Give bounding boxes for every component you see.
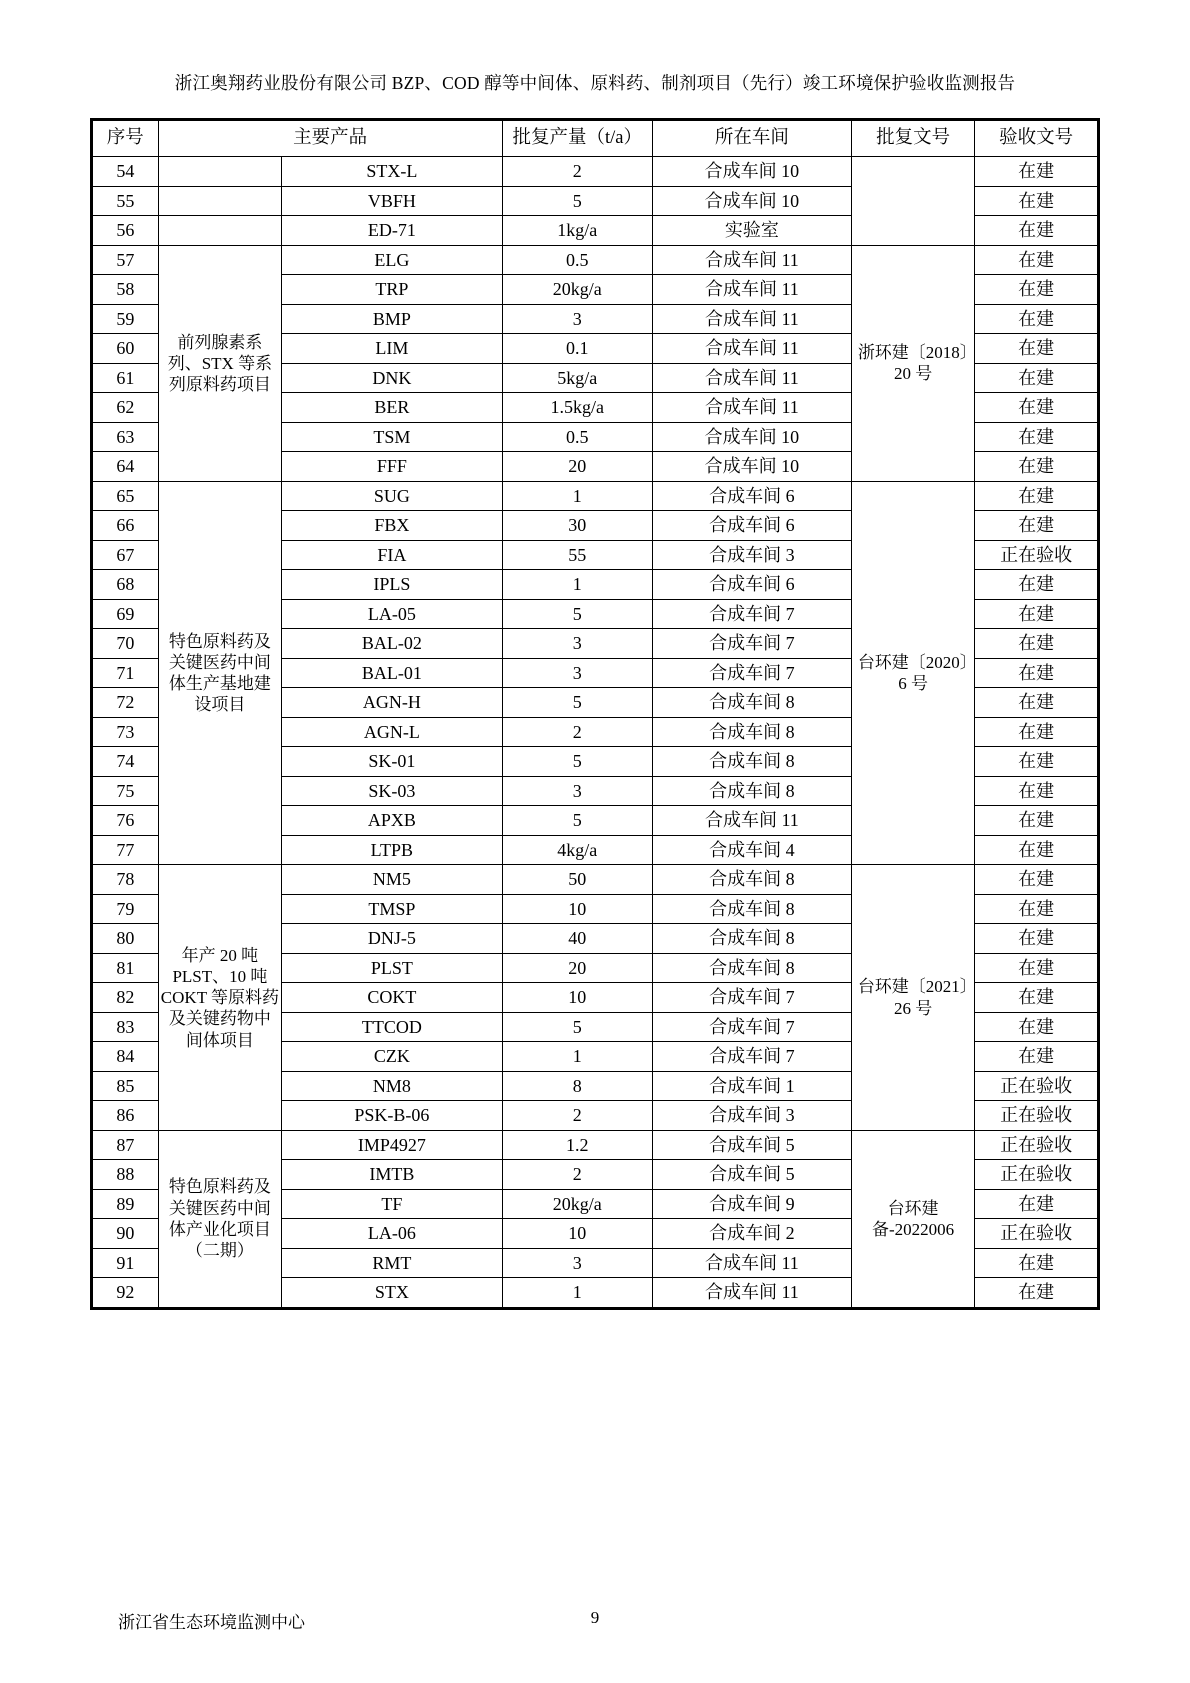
cell-no: 73: [92, 717, 159, 747]
cell-capacity: 5: [502, 1012, 652, 1042]
cell-workshop: 合成车间 10: [652, 452, 851, 482]
cell-acceptance-doc: 在建: [975, 806, 1099, 836]
col-header-capacity: 批复产量（t/a）: [502, 120, 652, 157]
cell-capacity: 5: [502, 747, 652, 777]
cell-product: FBX: [282, 511, 502, 541]
cell-acceptance-doc: 在建: [975, 363, 1099, 393]
cell-workshop: 合成车间 9: [652, 1189, 851, 1219]
col-header-product: 主要产品: [158, 120, 502, 157]
cell-no: 71: [92, 658, 159, 688]
cell-product: TTCOD: [282, 1012, 502, 1042]
cell-no: 82: [92, 983, 159, 1013]
cell-workshop: 合成车间 11: [652, 1278, 851, 1309]
cell-workshop: 合成车间 3: [652, 1101, 851, 1131]
cell-acceptance-doc: 在建: [975, 422, 1099, 452]
cell-no: 79: [92, 894, 159, 924]
cell-workshop: 实验室: [652, 216, 851, 246]
cell-approval-doc: 台环建〔2020〕6 号: [851, 481, 975, 865]
cell-approval-doc: 台环建〔2021〕26 号: [851, 865, 975, 1131]
cell-capacity: 55: [502, 540, 652, 570]
cell-workshop: 合成车间 4: [652, 835, 851, 865]
cell-capacity: 50: [502, 865, 652, 895]
cell-capacity: 2: [502, 717, 652, 747]
cell-product: BMP: [282, 304, 502, 334]
cell-product: TF: [282, 1189, 502, 1219]
cell-capacity: 1.5kg/a: [502, 393, 652, 423]
cell-capacity: 2: [502, 157, 652, 187]
cell-product: LTPB: [282, 835, 502, 865]
cell-approval-doc: [851, 157, 975, 246]
cell-no: 58: [92, 275, 159, 305]
cell-product: DNJ-5: [282, 924, 502, 954]
cell-acceptance-doc: 在建: [975, 1012, 1099, 1042]
cell-capacity: 20kg/a: [502, 275, 652, 305]
table-row: [92, 865, 1099, 895]
cell-no: 57: [92, 245, 159, 275]
cell-no: 59: [92, 304, 159, 334]
cell-workshop: 合成车间 11: [652, 363, 851, 393]
cell-acceptance-doc: 在建: [975, 1189, 1099, 1219]
cell-capacity: 3: [502, 1248, 652, 1278]
cell-product-group-empty: [158, 216, 282, 246]
cell-product: IPLS: [282, 570, 502, 600]
cell-no: 77: [92, 835, 159, 865]
cell-workshop: 合成车间 8: [652, 717, 851, 747]
cell-capacity: 0.1: [502, 334, 652, 364]
cell-workshop: 合成车间 8: [652, 776, 851, 806]
table-row: [92, 245, 1099, 275]
cell-workshop: 合成车间 11: [652, 393, 851, 423]
cell-no: 83: [92, 1012, 159, 1042]
cell-acceptance-doc: 在建: [975, 393, 1099, 423]
cell-product: IMTB: [282, 1160, 502, 1190]
cell-workshop: 合成车间 5: [652, 1130, 851, 1160]
cell-no: 55: [92, 186, 159, 216]
cell-product: TMSP: [282, 894, 502, 924]
cell-acceptance-doc: 在建: [975, 688, 1099, 718]
cell-workshop: 合成车间 11: [652, 1248, 851, 1278]
cell-acceptance-doc: 在建: [975, 599, 1099, 629]
cell-no: 88: [92, 1160, 159, 1190]
cell-workshop: 合成车间 8: [652, 688, 851, 718]
cell-capacity: 30: [502, 511, 652, 541]
cell-no: 78: [92, 865, 159, 895]
table-row: [92, 157, 1099, 187]
cell-product: TRP: [282, 275, 502, 305]
cell-capacity: 10: [502, 894, 652, 924]
cell-acceptance-doc: 在建: [975, 1248, 1099, 1278]
cell-no: 69: [92, 599, 159, 629]
cell-product: SUG: [282, 481, 502, 511]
cell-acceptance-doc: 正在验收: [975, 1130, 1099, 1160]
cell-workshop: 合成车间 10: [652, 157, 851, 187]
cell-product: STX: [282, 1278, 502, 1309]
cell-product: RMT: [282, 1248, 502, 1278]
cell-workshop: 合成车间 11: [652, 334, 851, 364]
cell-acceptance-doc: 在建: [975, 894, 1099, 924]
cell-acceptance-doc: 正在验收: [975, 540, 1099, 570]
cell-no: 70: [92, 629, 159, 659]
table-row: [92, 481, 1099, 511]
cell-acceptance-doc: 在建: [975, 511, 1099, 541]
cell-acceptance-doc: 正在验收: [975, 1101, 1099, 1131]
cell-workshop: 合成车间 6: [652, 481, 851, 511]
col-header-approval: 批复文号: [851, 120, 975, 157]
cell-capacity: 5: [502, 806, 652, 836]
cell-product: ED-71: [282, 216, 502, 246]
cell-product: AGN-H: [282, 688, 502, 718]
cell-workshop: 合成车间 7: [652, 1012, 851, 1042]
cell-no: 80: [92, 924, 159, 954]
cell-product: FFF: [282, 452, 502, 482]
cell-capacity: 8: [502, 1071, 652, 1101]
cell-product: ELG: [282, 245, 502, 275]
cell-acceptance-doc: 在建: [975, 304, 1099, 334]
cell-no: 66: [92, 511, 159, 541]
cell-product: BAL-01: [282, 658, 502, 688]
cell-acceptance-doc: 在建: [975, 1278, 1099, 1309]
cell-product: AGN-L: [282, 717, 502, 747]
cell-no: 90: [92, 1219, 159, 1249]
table-header-row: [92, 120, 1099, 157]
cell-product-group: 特色原料药及关键医药中间体产业化项目（二期）: [158, 1130, 282, 1308]
col-header-workshop: 所在车间: [652, 120, 851, 157]
cell-no: 72: [92, 688, 159, 718]
cell-product-group-empty: [158, 186, 282, 216]
cell-workshop: 合成车间 7: [652, 983, 851, 1013]
cell-no: 61: [92, 363, 159, 393]
cell-product: PSK-B-06: [282, 1101, 502, 1131]
cell-capacity: 1kg/a: [502, 216, 652, 246]
cell-workshop: 合成车间 11: [652, 245, 851, 275]
cell-acceptance-doc: 在建: [975, 924, 1099, 954]
cell-capacity: 1: [502, 1278, 652, 1309]
cell-product: FIA: [282, 540, 502, 570]
cell-capacity: 1.2: [502, 1130, 652, 1160]
cell-workshop: 合成车间 1: [652, 1071, 851, 1101]
table-body: [92, 157, 1099, 1309]
cell-product: TSM: [282, 422, 502, 452]
cell-product: LA-05: [282, 599, 502, 629]
cell-approval-doc: 台环建备-2022006: [851, 1130, 975, 1308]
cell-capacity: 10: [502, 983, 652, 1013]
cell-acceptance-doc: 在建: [975, 157, 1099, 187]
cell-workshop: 合成车间 11: [652, 275, 851, 305]
cell-capacity: 1: [502, 1042, 652, 1072]
cell-no: 76: [92, 806, 159, 836]
product-table-wrapper: [90, 118, 1100, 1310]
cell-product: LA-06: [282, 1219, 502, 1249]
cell-workshop: 合成车间 6: [652, 570, 851, 600]
cell-product: CZK: [282, 1042, 502, 1072]
cell-no: 87: [92, 1130, 159, 1160]
cell-workshop: 合成车间 8: [652, 865, 851, 895]
cell-product: STX-L: [282, 157, 502, 187]
cell-acceptance-doc: 在建: [975, 275, 1099, 305]
cell-workshop: 合成车间 5: [652, 1160, 851, 1190]
table-row: [92, 1130, 1099, 1160]
cell-workshop: 合成车间 7: [652, 629, 851, 659]
cell-acceptance-doc: 在建: [975, 334, 1099, 364]
cell-no: 62: [92, 393, 159, 423]
cell-capacity: 1: [502, 570, 652, 600]
cell-acceptance-doc: 在建: [975, 629, 1099, 659]
cell-capacity: 4kg/a: [502, 835, 652, 865]
cell-product: BAL-02: [282, 629, 502, 659]
cell-workshop: 合成车间 6: [652, 511, 851, 541]
cell-capacity: 0.5: [502, 422, 652, 452]
cell-workshop: 合成车间 8: [652, 894, 851, 924]
cell-product: NM8: [282, 1071, 502, 1101]
cell-capacity: 5: [502, 186, 652, 216]
cell-workshop: 合成车间 10: [652, 186, 851, 216]
cell-acceptance-doc: 在建: [975, 658, 1099, 688]
cell-no: 74: [92, 747, 159, 777]
cell-no: 81: [92, 953, 159, 983]
cell-capacity: 20: [502, 452, 652, 482]
cell-no: 60: [92, 334, 159, 364]
cell-acceptance-doc: 在建: [975, 245, 1099, 275]
footer-page-number: 9: [590, 1608, 600, 1627]
cell-acceptance-doc: 在建: [975, 216, 1099, 246]
cell-capacity: 2: [502, 1160, 652, 1190]
col-header-no: 序号: [92, 120, 159, 157]
cell-workshop: 合成车间 8: [652, 924, 851, 954]
cell-acceptance-doc: 在建: [975, 1042, 1099, 1072]
cell-no: 54: [92, 157, 159, 187]
cell-acceptance-doc: 在建: [975, 865, 1099, 895]
product-table: [90, 118, 1100, 1310]
cell-capacity: 40: [502, 924, 652, 954]
cell-no: 56: [92, 216, 159, 246]
page-header: [90, 70, 1100, 96]
cell-no: 92: [92, 1278, 159, 1309]
cell-acceptance-doc: 在建: [975, 835, 1099, 865]
cell-acceptance-doc: 在建: [975, 717, 1099, 747]
cell-acceptance-doc: 在建: [975, 452, 1099, 482]
page-footer: [0, 1608, 1190, 1632]
cell-capacity: 5: [502, 688, 652, 718]
cell-product: BER: [282, 393, 502, 423]
cell-acceptance-doc: 在建: [975, 747, 1099, 777]
cell-product: COKT: [282, 983, 502, 1013]
cell-product-group-empty: [158, 157, 282, 187]
cell-no: 67: [92, 540, 159, 570]
header-title: 浙江奥翔药业股份有限公司 BZP、COD 醇等中间体、原料药、制剂项目（先行）竣工环境保护验收监测报告: [174, 73, 1016, 93]
cell-capacity: 20: [502, 953, 652, 983]
cell-acceptance-doc: 正在验收: [975, 1160, 1099, 1190]
cell-product: DNK: [282, 363, 502, 393]
cell-no: 64: [92, 452, 159, 482]
cell-product: IMP4927: [282, 1130, 502, 1160]
cell-workshop: 合成车间 7: [652, 1042, 851, 1072]
cell-no: 89: [92, 1189, 159, 1219]
cell-workshop: 合成车间 11: [652, 806, 851, 836]
cell-product: SK-01: [282, 747, 502, 777]
cell-acceptance-doc: 在建: [975, 186, 1099, 216]
cell-no: 91: [92, 1248, 159, 1278]
cell-no: 75: [92, 776, 159, 806]
cell-workshop: 合成车间 7: [652, 658, 851, 688]
cell-capacity: 5: [502, 599, 652, 629]
cell-approval-doc: 浙环建〔2018〕20 号: [851, 245, 975, 481]
cell-product: NM5: [282, 865, 502, 895]
cell-capacity: 3: [502, 629, 652, 659]
cell-product-group: 特色原料药及关键医药中间体生产基地建设项目: [158, 481, 282, 865]
cell-capacity: 5kg/a: [502, 363, 652, 393]
cell-capacity: 3: [502, 658, 652, 688]
cell-acceptance-doc: 在建: [975, 953, 1099, 983]
footer-organization: 浙江省生态环境监测中心: [118, 1613, 305, 1632]
col-header-acceptance: 验收文号: [975, 120, 1099, 157]
cell-acceptance-doc: 正在验收: [975, 1071, 1099, 1101]
cell-acceptance-doc: 在建: [975, 776, 1099, 806]
cell-workshop: 合成车间 11: [652, 304, 851, 334]
cell-product: VBFH: [282, 186, 502, 216]
cell-product: APXB: [282, 806, 502, 836]
cell-product: PLST: [282, 953, 502, 983]
cell-product-group: 年产 20 吨 PLST、10 吨 COKT 等原料药及关键药物中间体项目: [158, 865, 282, 1131]
cell-acceptance-doc: 正在验收: [975, 1219, 1099, 1249]
cell-no: 85: [92, 1071, 159, 1101]
cell-product: LIM: [282, 334, 502, 364]
cell-capacity: 10: [502, 1219, 652, 1249]
cell-workshop: 合成车间 10: [652, 422, 851, 452]
cell-workshop: 合成车间 2: [652, 1219, 851, 1249]
cell-no: 86: [92, 1101, 159, 1131]
cell-capacity: 1: [502, 481, 652, 511]
cell-product: SK-03: [282, 776, 502, 806]
cell-capacity: 20kg/a: [502, 1189, 652, 1219]
cell-capacity: 3: [502, 776, 652, 806]
cell-no: 65: [92, 481, 159, 511]
cell-capacity: 3: [502, 304, 652, 334]
cell-workshop: 合成车间 8: [652, 747, 851, 777]
cell-capacity: 2: [502, 1101, 652, 1131]
cell-no: 84: [92, 1042, 159, 1072]
cell-acceptance-doc: 在建: [975, 570, 1099, 600]
cell-acceptance-doc: 在建: [975, 983, 1099, 1013]
cell-acceptance-doc: 在建: [975, 481, 1099, 511]
cell-workshop: 合成车间 3: [652, 540, 851, 570]
cell-no: 68: [92, 570, 159, 600]
cell-no: 63: [92, 422, 159, 452]
cell-workshop: 合成车间 7: [652, 599, 851, 629]
cell-product-group: 前列腺素系列、STX 等系列原料药项目: [158, 245, 282, 481]
cell-capacity: 0.5: [502, 245, 652, 275]
cell-workshop: 合成车间 8: [652, 953, 851, 983]
